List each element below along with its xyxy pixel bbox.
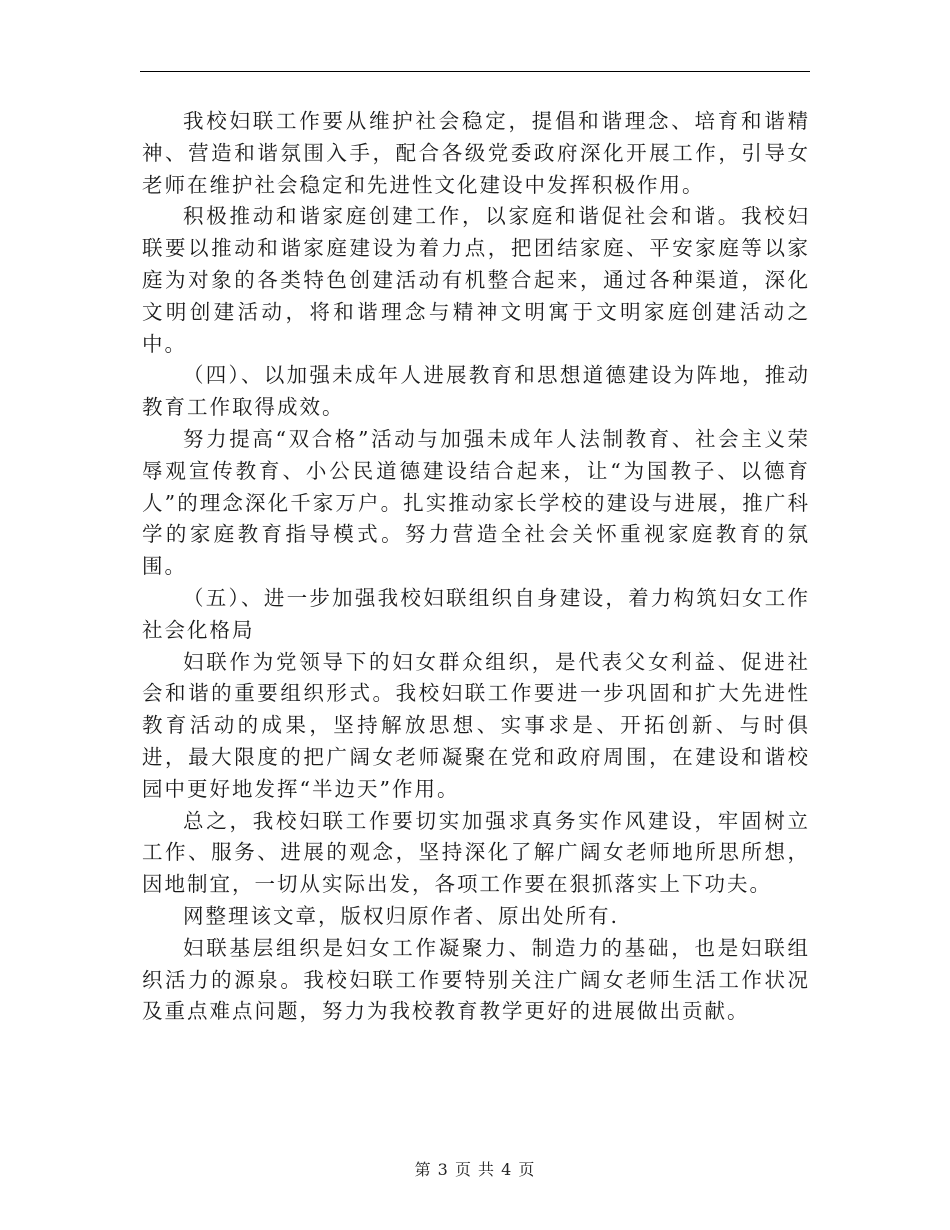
section-heading: （五）、进一步加强我校妇联组织自身建设，着力构筑妇女工作社会化格局 <box>142 585 810 642</box>
header-rule <box>140 71 810 72</box>
copyright-note: 网整理该文章，版权归原作者、原出处所有. <box>183 903 620 928</box>
paragraph: 总之，我校妇联工作要切实加强求真务实作风建设，牢固树立工作、服务、进展的观念，坚持深化了解广阔女老师地所思所想，因地制宜，一切从实际出发，各项工作要在狠抓落实上下功夫。 <box>142 808 810 897</box>
paragraph: 妇联基层组织是妇女工作凝聚力、制造力的基础，也是妇联组织活力的源泉。我校妇联工作要特别关注广阔女老师生活工作状况及重点难点问题，努力为我校教育教学更好的进展做出贡献。 <box>142 935 810 1024</box>
section-heading: （四）、以加强未成年人进展教育和思想道德建设为阵地，推动教育工作取得成效。 <box>142 363 810 420</box>
document-body <box>142 106 810 1028</box>
page-number-footer: 第 3 页 共 4 页 <box>414 1160 536 1179</box>
paragraph: 努力提高“双合格”活动与加强未成年人法制教育、社会主义荣辱观宣传教育、小公民道德建设结合起来，让“为国教子、以德育人”的理念深化千家万户。扎实推动家长学校的建设与进展，推广科学的家庭教育指导模式。努力营造全社会关怀重视家庭教育的氛围。 <box>142 426 810 579</box>
paragraph: 积极推动和谐家庭创建工作，以家庭和谐促社会和谐。我校妇联要以推动和谐家庭建设为着力点，把团结家庭、平安家庭等以家庭为对象的各类特色创建活动有机整合起来，通过各种渠道，深化文明创建活动，将和谐理念与精神文明寓于文明家庭创建活动之中。 <box>142 204 810 356</box>
paragraph: 我校妇联工作要从维护社会稳定，提倡和谐理念、培育和谐精神、营造和谐氛围入手，配合各级党委政府深化开展工作，引导女老师在维护社会稳定和先进性文化建设中发挥积极作用。 <box>142 109 810 197</box>
paragraph: 妇联作为党领导下的妇女群众组织，是代表父女利益、促进社会和谐的重要组织形式。我校妇联工作要进一步巩固和扩大先进性教育活动的成果，坚持解放思想、实事求是、开拓创新、与时俱进，最大限度的把广阔女老师凝聚在党和政府周围，在建设和谐校园中更好地发挥“半边天”作用。 <box>142 649 810 801</box>
